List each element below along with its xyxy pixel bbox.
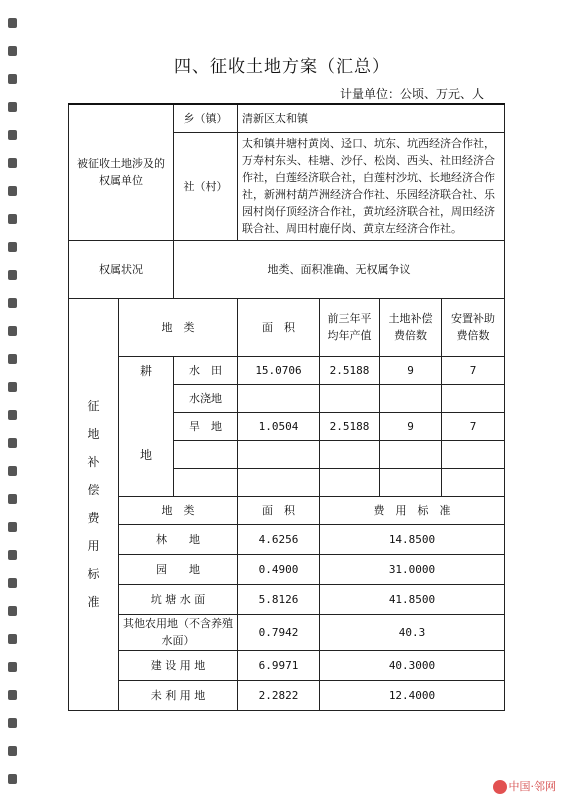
table-row-type: 水浇地	[174, 384, 238, 412]
header-avg-output: 前三年平均年产值	[320, 298, 380, 356]
header-resettle-multiple: 安置补助费倍数	[442, 298, 505, 356]
header2-standard: 费 用 标 准	[320, 496, 505, 524]
table-row-avg	[320, 468, 380, 496]
table-row-area: 0.7942	[238, 614, 320, 650]
table-row-avg: 2.5188	[320, 412, 380, 440]
table-row-area: 1.0504	[238, 412, 320, 440]
table-row-land-multiple	[380, 440, 442, 468]
header2-area: 面 积	[238, 496, 320, 524]
table-row-avg: 2.5188	[320, 356, 380, 384]
table-row-area	[238, 384, 320, 412]
table-row-area	[238, 468, 320, 496]
table-row-type: 园 地	[119, 554, 238, 584]
page-title: 四、征收土地方案（汇总）	[174, 57, 390, 77]
table-row-type: 水 田	[174, 356, 238, 384]
table-row-type: 建 设 用 地	[119, 650, 238, 680]
watermark: 中国·邻网	[493, 778, 557, 794]
ownership-label-cell	[69, 104, 174, 240]
table-row-resettle-multiple	[442, 440, 505, 468]
table-row-resettle-multiple	[442, 468, 505, 496]
seal-icon	[493, 780, 507, 794]
table-row-type: 坑 塘 水 面	[119, 584, 238, 614]
table-row-area: 4.6256	[238, 524, 320, 554]
ownership-label: 被征收土地涉及的权属单位	[77, 157, 165, 188]
header-land-type: 地 类	[119, 298, 238, 356]
township-value: 清新区太和镇	[238, 104, 505, 132]
table-row-avg	[320, 384, 380, 412]
status-label: 权属状况	[69, 240, 174, 298]
arable-label: 耕 地	[119, 356, 174, 496]
table-row-land-multiple	[380, 384, 442, 412]
village-label: 社（村）	[174, 132, 238, 240]
table-row-resettle-multiple	[442, 384, 505, 412]
table-row-resettle-multiple: 7	[442, 412, 505, 440]
table-row-type	[174, 440, 238, 468]
compensation-vertical-label: 征 地 补 偿 费 用 标 准	[69, 298, 119, 710]
table-row-type: 未 利 用 地	[119, 680, 238, 710]
table-row-area	[238, 440, 320, 468]
header2-land-type: 地 类	[119, 496, 238, 524]
table-row-type: 旱 地	[174, 412, 238, 440]
unit-note: 计量单位：公顷、万元、人	[339, 87, 484, 101]
table-row-avg	[320, 440, 380, 468]
table-row-land-multiple: 9	[380, 356, 442, 384]
table-row-standard: 40.3000	[320, 650, 505, 680]
land-acquisition-table	[68, 103, 505, 711]
table-row-land-multiple	[380, 468, 442, 496]
table-row-type: 其他农用地（不含养殖水面）	[119, 614, 238, 650]
header-land-multiple: 土地补偿费倍数	[380, 298, 442, 356]
table-row-resettle-multiple: 7	[442, 356, 505, 384]
table-row-area: 2.2822	[238, 680, 320, 710]
table-row-area: 15.0706	[238, 356, 320, 384]
binding-holes	[8, 0, 18, 800]
table-row-standard: 14.8500	[320, 524, 505, 554]
table-row-area: 0.4900	[238, 554, 320, 584]
header-area: 面 积	[238, 298, 320, 356]
table-row-type	[174, 468, 238, 496]
table-row-area: 5.8126	[238, 584, 320, 614]
status-value: 地类、面积准确、无权属争议	[174, 240, 505, 298]
table-row-standard: 40.3	[320, 614, 505, 650]
table-row-type: 林 地	[119, 524, 238, 554]
village-value: 太和镇井塘村黄岗、迳口、坑东、坑西经济合作社，万寿村东头、桂塘、沙仔、松岗、西头、社田经济合作社，白莲经济联合社，白莲村沙坑、长地经济合作社，新洲村葫芦洲经济合作社、乐园经济联合社、乐园村岗仔顶经济合作社，黄坑经济联合社，周田经济联合社、周田村鹿仔岗、黄京左经济合作社。	[238, 132, 505, 240]
table-row-land-multiple: 9	[380, 412, 442, 440]
table-row-area: 6.9971	[238, 650, 320, 680]
township-label: 乡（镇）	[174, 104, 238, 132]
table-row-standard: 12.4000	[320, 680, 505, 710]
table-row-standard: 41.8500	[320, 584, 505, 614]
table-row-standard: 31.0000	[320, 554, 505, 584]
